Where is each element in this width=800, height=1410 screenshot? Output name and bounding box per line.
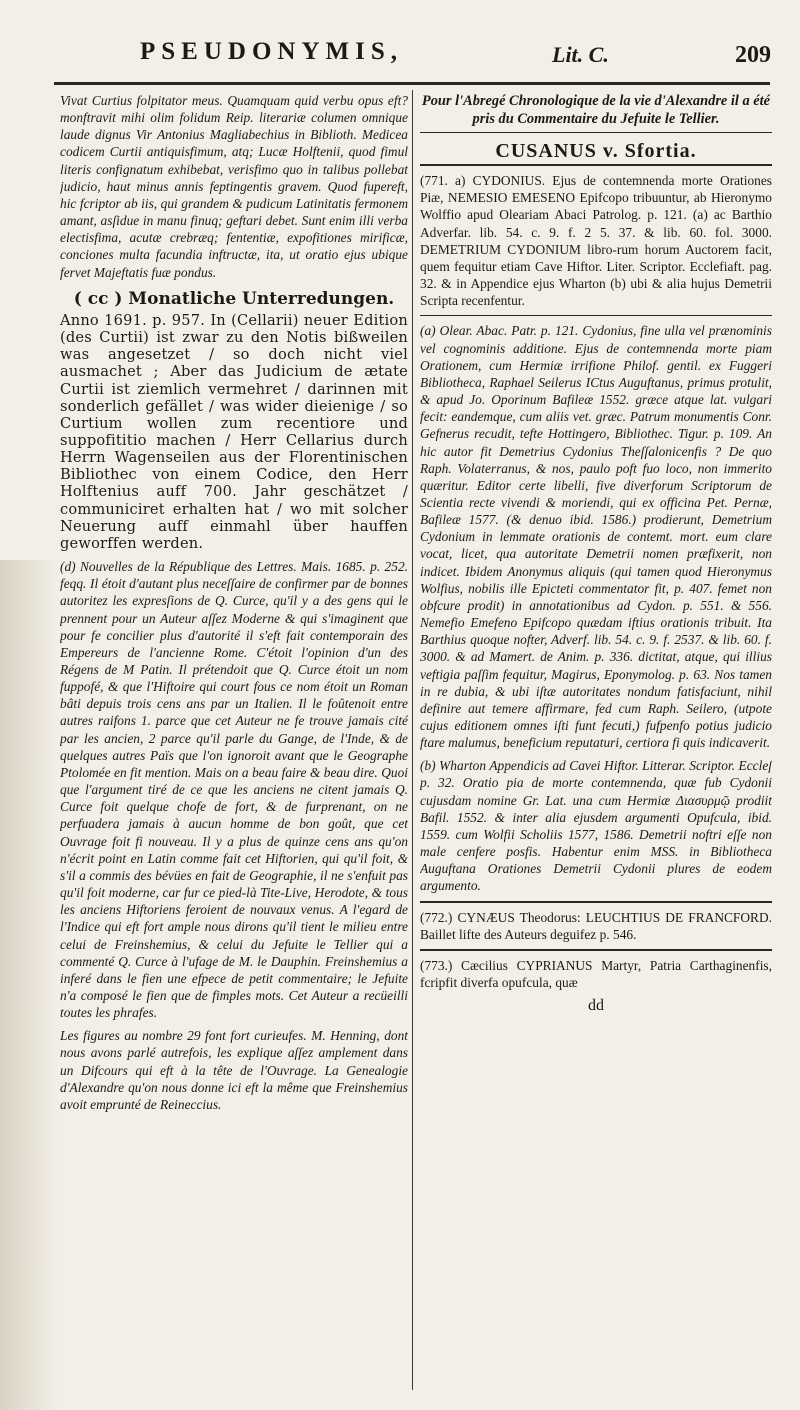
tellier-note: Pour l'Abregé Chronologique de la vie d'Alexandre il a été pris du Commentaire du Jefuite le Tellier. bbox=[421, 93, 771, 127]
rule bbox=[420, 315, 772, 316]
entry-771: (771. a) CYDONIUS. Ejus de contemnenda morte Orationes Piæ, NEMESIO EMESENO Epifcopo tribuuntur, ab Hieronymo Wolffio apud Oleariam Abaci Patrolog. p. 121. (a) ac Barthio Adverfar. lib. 54. c. 9. f. 2 5. 37. & lib. 60. fol. 3000. DEMETRIUM CYDONIUM libro-rum horum Auctorem facit, quem fequitur etiam Cave Hiftor. Liter. Scriptor. Ecclefiaft. pag. 32. & in Appendice ejus Wharton (b) ubi & alia hujus Demetrii Scripta recenfentur. bbox=[420, 173, 772, 309]
footnote-a: (a) Olear. Abac. Patr. p. 121. Cydonius, fine ulla vel prænominis vel cognominis additione. Ejus de contemnenda morte piam Orationem, cum Hermiæ irrifione Philof. gentil. ex Fuggeri Bibliotheca, Raphael Seilerus ICtus Auguftanus, primus protulit, & apud Jo. Oporinum Bafileæ 1552. græce atque lat. vulgari fecit: eandemque, cum aliis vet. græc. Patrum monumentis Conr. Gefnerus recudit, tefte Hottingero, Bibliothec. Tigur. p. 109. An hic autor fit Demetrius Cydonius Theſſalonicenfis ? De quo Raph. Volaterranus, & nos, paulo poft fuo loco, non immerito quæritur. Editor certe libelli, five diverforum Scriptorum de Scientia recte vivendi & moriendi, qui ex officina Pet. Pernæ, Bafileæ 1577. (& denuo ibid. 1586.) prodierunt, Demetrium Cydonium in lemmate orationis de contemt. mort. eum clare vocat, licet, qua autoritate Demetrii nomen præfixerit, non indicet. Ibidem Anonymus aliquis (qui tamen quod Hieronymus Wolfius, nobilis ille Epicteti commentator fit, p. 407. femet non obfcure prodit) in annotationibus ad Cydon. p. 551. & 556. Nemefio Emefeno Epifcopo quædam iftius orationis tribuit. Ita Barthius quoque nofter, Adverf. lib. 54. c. 9. f. 2537. & lib. 60. f. 3000. & ad Mamert. de Anim. p. 336. dictitat, atque, qui illius veftigia paſſim fequitur, Magirus, Eponymolog. p. 63. Nos tamen in re dubia, & ubi iſtæ autoritates nondum fatisfaciunt, nihil definire aut temere affirmare, fed cum Raph. Seilero, (utpote cujus editionem omnes iſti funt fecuti,) fufpenfo potius judicio ftare malumus, beneficium reputaturi, certiora fi quis indicaverit. bbox=[420, 323, 772, 751]
rule bbox=[420, 901, 772, 903]
footnote-d-text: (d) Nouvelles de la République des Lettres. Mais. 1685. p. 252. feqq. Il étoit d'autant plus neceſſaire de confirmer par de bonnes autoritez les expresſions de Q. Curce, qu'il y a des gens qui le prennent pour un Auteur aſſez Moderne & qui s'imaginent que pour fe concilier plus d'autorité il s'eft fait contemporain des Empereurs de l'ancienne Rome. C'étoit l'opinion d'un des Régens de M Patin. Il prétendoit que Q. Curce étoit un nom fuppofé, & que l'Hiftoire qui court fous ce nom étoit un Roman bâti depuis trois cens ans par un Italien. Il le foûtenoit entre autres raifons 1. parce que cet Auteur ne fe trouve jamais cité par les ancien, 2 parce qu'il parle du Gange, de l'Inde, & de quelques autres Païs que l'on ignoroit avant que le Geographe Ptolomée en fit mention. Mais on a beau faire & beau dire. Quoi que l'argument tiré de ce que les anciens ne citent jamais Q. Curce foit quelque chofe de fort, & de furprenant, on ne perfuadera jamais à aucun homme de bon goût, que cet Ouvrage foit fi nouveau. Il y a plus de quinze cens ans qu'on n'écrit point en Latin comme fait cet Hiftorien, qui qu'il foit, & s'il a commis des bévües en fait de Geographie, il ne s'enfuit pas qu'il foit moderne, car fur ce pied-là Tite-Live, Herodote, & tous les anciens Hiftoriens feroient de nouvaux venus. A l'egard de l'Indice qui eft fort ample nous dirons qu'il tient le milieu entre celui de Freinshemius, & celui du Jefuite le Tellier qui a commenté Q. Curce à l'ufage de M. le Dauphin. Freinshemius a inferé dans le fien une efpece de petit commentaire; le Jefuite n'a composé le fien que de fimples mots. Cet Auteur a recüeilli toutes les phrafes. bbox=[60, 559, 408, 1021]
column-divider bbox=[412, 90, 413, 1390]
cusanus-heading: CUSANUS v. Sfortia. bbox=[495, 140, 697, 162]
left-column bbox=[60, 92, 408, 1392]
entry-772: (772.) CYNÆUS Theodorus: LEUCHTIUS DE FRANCFORD. Baillet lifte des Auteurs deguifez p. 546. bbox=[420, 909, 772, 942]
footnote-cc-text: Anno 1691. p. 957. In (Cellarii) neuer Edition (des Curtii) ist zwar zu den Notis bißweilen was angesetzet / so doch nicht viel ausmachet ; Aber das Judicium de ætate Curtii ist ziemlich vermehret / darinnen mit sonderlich gefället / was wider dieienige / so Curtium wollen zum recentiore und suppofititio machen / Herr Cellarius durch Herrn Wagenseilen aus der Florentinischen Bibliothec von einem Codice, den Herr Holftenius auff 700. Jahr geschätzet / communiciret erhalten hat / wo mit solcher Neuerung auff einmahl über hauffen geworffen werden. bbox=[60, 311, 408, 552]
rule bbox=[420, 132, 772, 133]
entry-773: (773.) Cæcilius CYPRIANUS Martyr, Patria Carthaginenfis, fcripfit diverfa opufcula, quæ bbox=[420, 957, 772, 991]
rule bbox=[420, 164, 772, 166]
rule bbox=[420, 949, 772, 951]
running-title: PSEUDONYMIS, bbox=[140, 38, 403, 65]
page-number: 209 bbox=[735, 42, 771, 68]
curtius-note: Vivat Curtius folpitator meus. Quamquam quid verbu opus eft? monftravit mihi olim folidum Reip. literariæ columen omnique laude dignus Vir Antonius Magliabechius in Biblioth. Medicea codicem Curtii antiquisfimum, atq; Lucæ Holftenii, quod fimul literis confignatum exhibebat, verisfimo quo in talibus pollebat judicio, haut minus annis feptingentis gravem. Quod fupereft, hic fcriptor ab iis, qui grandem & pudicum Latinitatis fermonem amant, asſidue in manu finuq; geftari debet. Sunt enim illi verba electisfima, acutæ crebræq; fententiæ, expofitiones mirificæ, conciones multa facundia inftructæ, ita, ut oratio ejus ubique fervet Majeftatis fuæ pondus. bbox=[60, 93, 408, 280]
running-header bbox=[0, 38, 800, 78]
footnote-b: (b) Wharton Appendicis ad Cavei Hiftor. Litterar. Scriptor. Eccleſ p. 32. Oratio pia de morte contemnenda, quæ fub Cydonii cujusdam nomine Gr. Lat. una cum Hermiæ Διασυρμῷ prodiit Bafil. 1552. & inter alia ejusdem argumenti Opufcula, ibid. 1559. cum Wolfii Scholiis 1577, 1586. Demetrii noftri eſſe non male cenfere posfis. Habentur enim MSS. in Bibliotheca Auguftana Orationes Demetrii Cydonii plures de eodem argumento. bbox=[420, 758, 772, 894]
header-rule bbox=[54, 82, 770, 85]
page-shadow bbox=[0, 560, 58, 1410]
signature-mark: dd bbox=[588, 997, 604, 1015]
right-column bbox=[420, 92, 772, 1392]
footnote-cc-heading: ( cc ) Monatliche Unterredungen. bbox=[73, 288, 395, 309]
section-mark: Lit. C. bbox=[552, 42, 609, 67]
footnote-d-text-continued: Les figures au nombre 29 font fort curieufes. M. Henning, dont nous avons parlé autrefois, les explique aſſez amplement dans un Difcours qui eft à la tête de l'Ouvrage. La Genealogie d'Alexandre qu'on nous donne ici eft la même que Freinshemius avoit emprunté de Reineccius. bbox=[60, 1028, 408, 1112]
